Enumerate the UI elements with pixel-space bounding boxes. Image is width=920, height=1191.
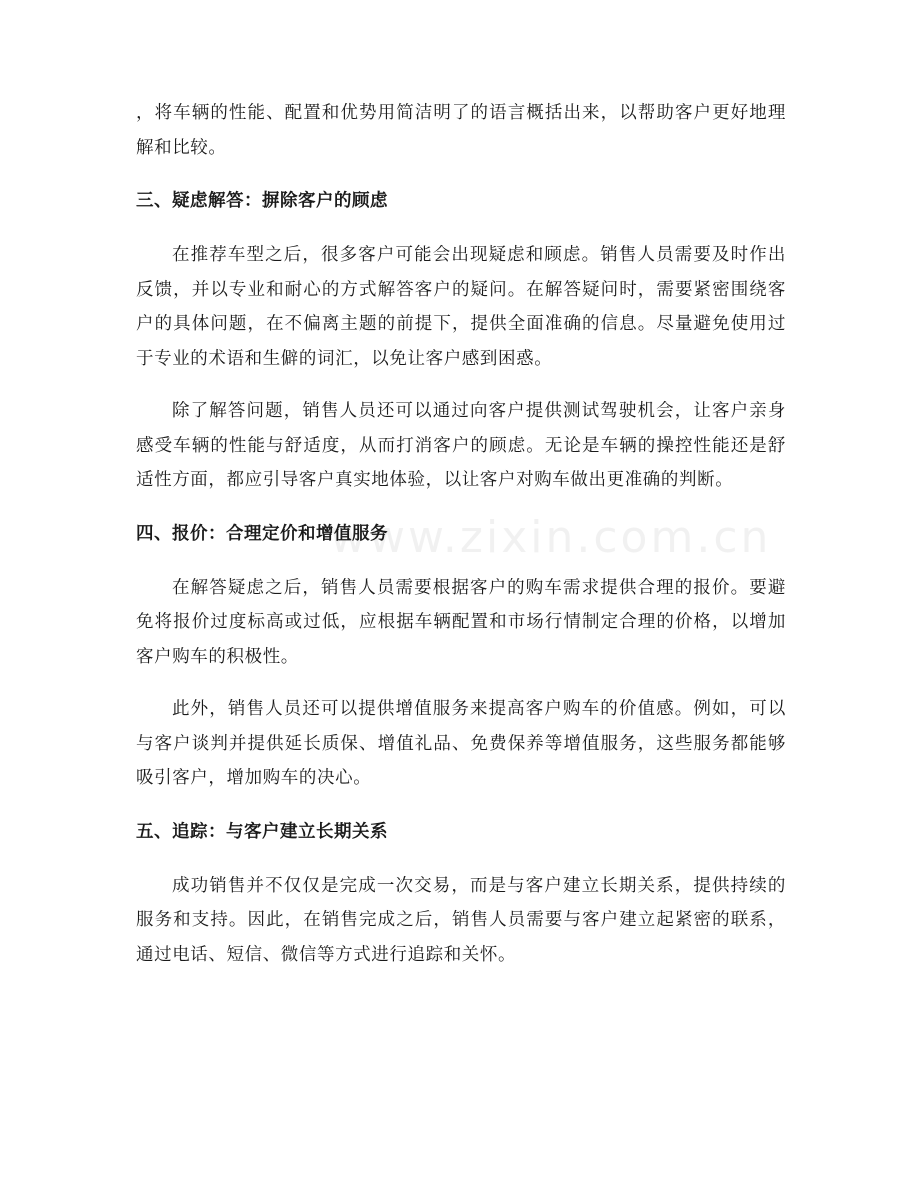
paragraph-intro-continuation: ，将车辆的性能、配置和优势用简洁明了的语言概括出来，以帮助客户更好地理解和比较。 — [136, 103, 786, 158]
paragraph-4-1: 在解答疑虑之后，销售人员需要根据客户的购车需求提供合理的报价。要避免将报价过度标高或过低，应根据车辆配置和市场行情制定合理的价格，以增加客户购车的积极性。 — [136, 577, 786, 667]
section-heading-4: 四、报价：合理定价和增值服务 — [136, 523, 388, 544]
section-heading-3: 三、疑虑解答：摒除客户的顾虑 — [136, 191, 388, 211]
paragraph-5-1: 成功销售并不仅仅是完成一次交易，而是与客户建立长期关系，提供持续的服务和支持。因此，在销售完成之后，销售人员需要与客户建立起紧密的联系，通过电话、短信、微信等方式进行追踪和关怀。 — [136, 875, 786, 965]
paragraph-3-1: 在推荐车型之后，很多客户可能会出现疑虑和顾虑。销售人员需要及时作出反馈，并以专业和耐心的方式解答客户的疑问。在解答疑问时，需要紧密围绕客户的具体问题，在不偏离主题的前提下，提供全面准确的信息。尽量避免使用过于专业的术语和生僻的词汇，以免让客户感到困惑。 — [136, 245, 786, 369]
paragraph-4-2: 此外，销售人员还可以提供增值服务来提高客户购车的价值感。例如，可以与客户谈判并提供延长质保、增值礼品、免费保养等增值服务，这些服务都能够吸引客户，增加购车的决心。 — [136, 699, 786, 788]
watermark: www.zixin.com.cn — [330, 512, 772, 563]
section-heading-5: 五、追踪：与客户建立长期关系 — [136, 821, 388, 842]
paragraph-3-2: 除了解答问题，销售人员还可以通过向客户提供测试驾驶机会，让客户亲身感受车辆的性能与舒适度，从而打消客户的顾虑。无论是车辆的操控性能还是舒适性方面，都应引导客户真实地体验，以让客户对购车做出更准确的判断。 — [136, 401, 786, 490]
document-body — [136, 96, 786, 972]
